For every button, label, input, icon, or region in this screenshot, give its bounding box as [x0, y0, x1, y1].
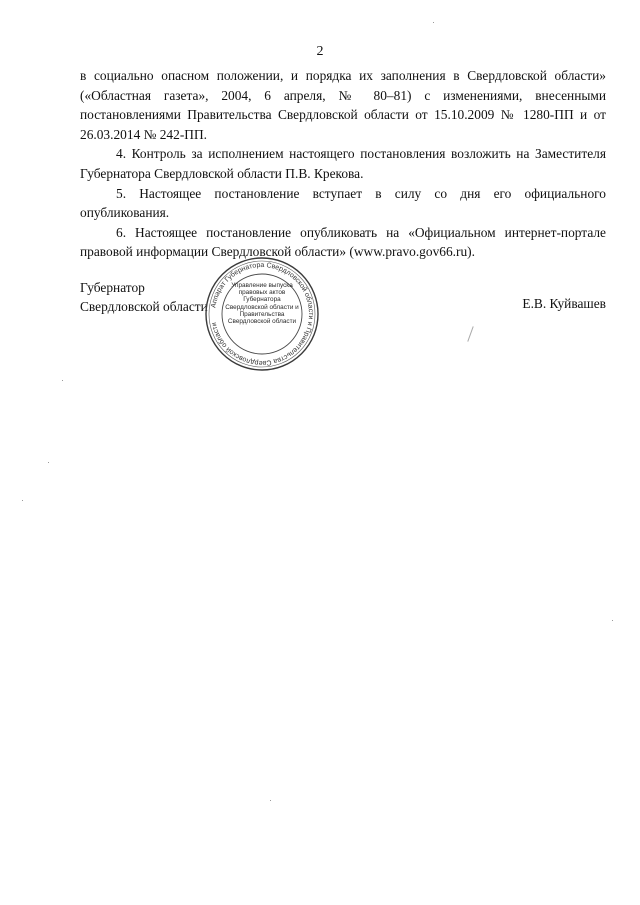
signer-title-line2: Свердловской области	[80, 299, 208, 314]
scan-speck	[48, 462, 49, 463]
paragraph-continued: в социально опасном положении, и порядка их заполнения в Свердловской области» («Областная газета», 2004, 6 апреля, № 80–81) с изменениями, внесенными постановлениями Правительства Свердловской области от 15.10.2009 № 1280-ПП и от 26.03.2014 № 242-ПП.	[80, 68, 606, 142]
seal-ring-text: Аппарат Губернатора Свердловской области и Правительства Свердловской области	[210, 261, 315, 367]
paragraph-item-4: 4. Контроль за исполнением настоящего постановления возложить на Заместителя Губернатора Свердловской области П.В. Крекова.	[80, 146, 606, 181]
official-seal	[202, 254, 322, 374]
paragraph-item-6: 6. Настоящее постановление опубликовать на «Официальном интернет-портале правовой информации Свердловской области» (www.pravo.gov66.ru).	[80, 224, 606, 260]
scan-speck	[433, 22, 434, 23]
signer-title	[80, 278, 208, 316]
document-body	[80, 66, 606, 262]
scan-speck	[22, 500, 23, 501]
signature-block	[80, 261, 606, 368]
signer-name: Е.В. Куйвашев	[522, 296, 606, 311]
paragraph-item-5: 5. Настоящее постановление вступает в силу со дня его официального опубликования.	[80, 185, 606, 221]
page-number: 2	[316, 44, 324, 59]
seal-center-text: Управление выпуска правовых актов Губернатора Свердловской области и Правительства Свердловской области	[225, 282, 299, 326]
scan-speck	[612, 620, 613, 621]
signer-title-line1: Губернатор	[80, 280, 145, 295]
scan-speck	[62, 380, 63, 381]
scan-speck	[270, 800, 271, 801]
